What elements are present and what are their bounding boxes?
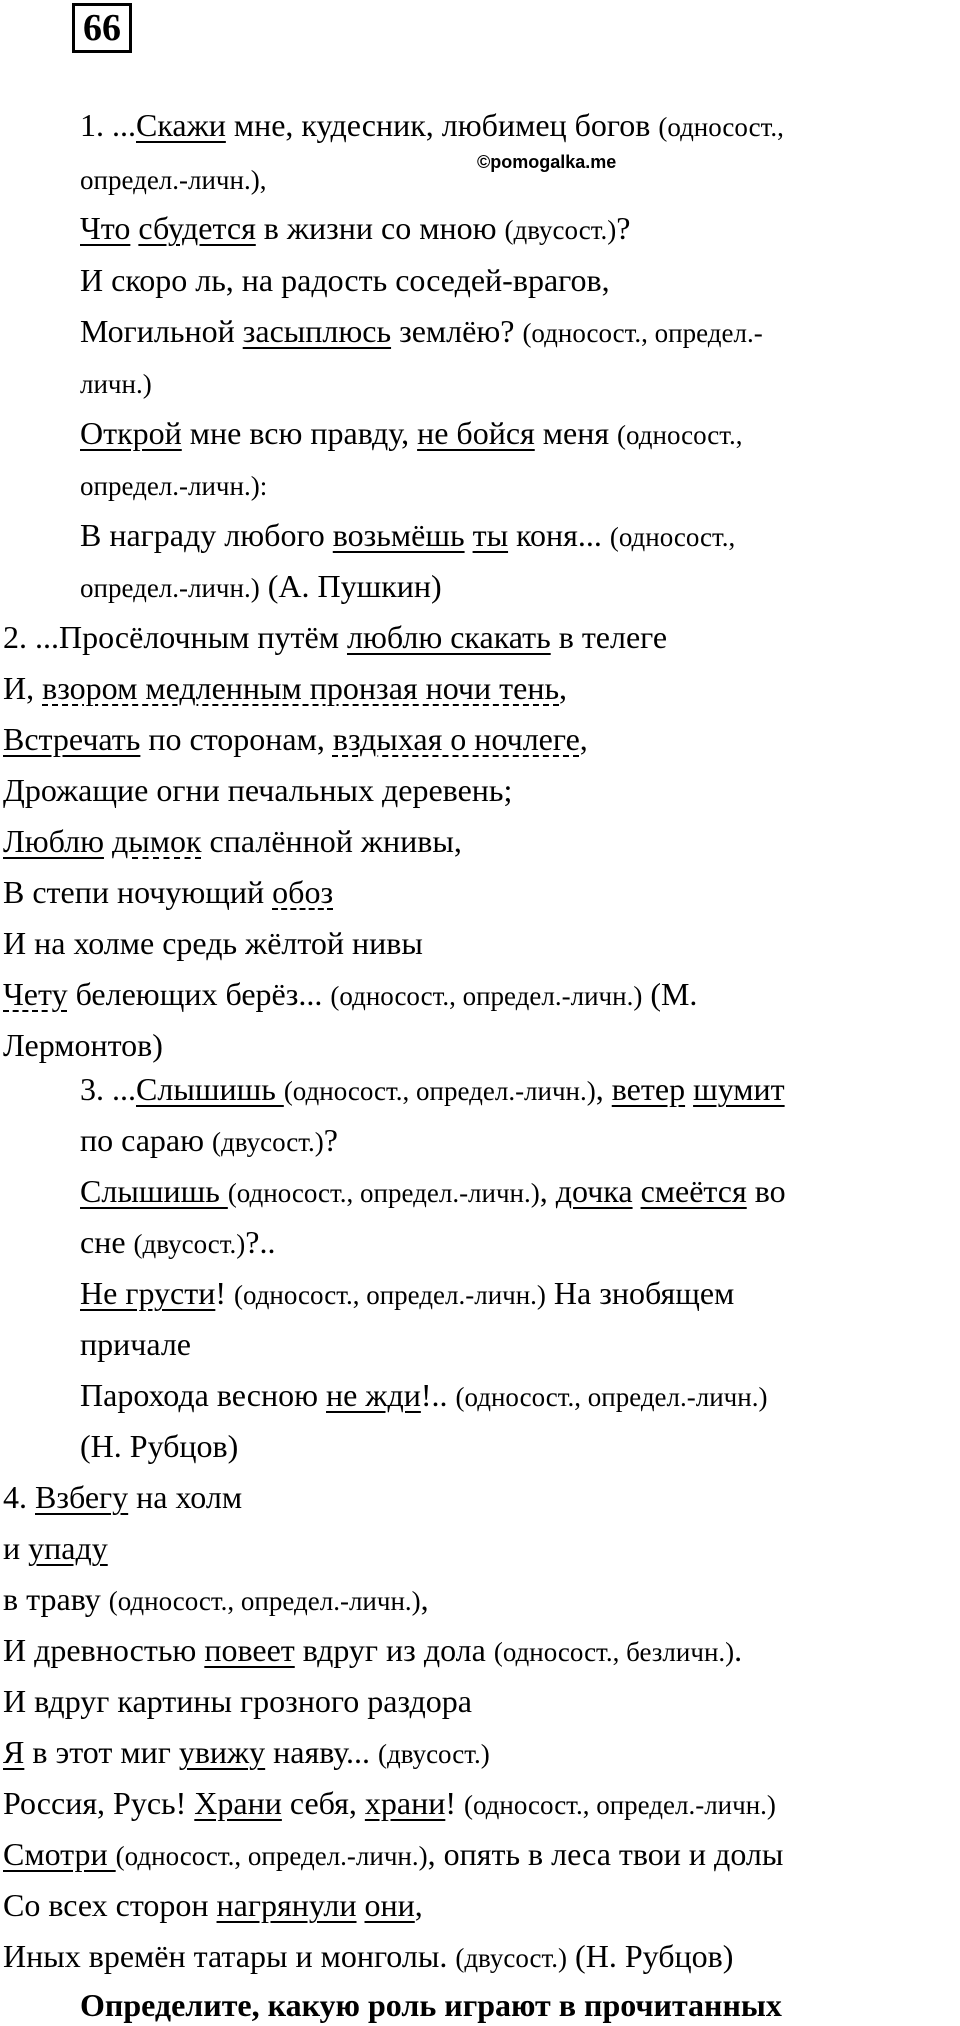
text-fragment: по сторонам, [140, 721, 333, 757]
watermark: ©pomogalka.me [477, 152, 617, 172]
text-line [3, 1025, 163, 1065]
text-fragment: !.. [420, 1377, 456, 1413]
underlined-word: Люблю [3, 823, 104, 859]
text-fragment: во [746, 1173, 786, 1209]
text-fragment: мне всю правду, [181, 415, 418, 451]
text-line [3, 1834, 783, 1876]
text-fragment: ! [445, 1785, 464, 1821]
exercise-number: 66 [72, 3, 132, 53]
text-fragment: сне [80, 1224, 134, 1260]
text-fragment: в траву [3, 1581, 109, 1617]
annotation: (односост., определ.- [522, 318, 763, 348]
text-fragment [465, 517, 473, 553]
text-line [80, 515, 735, 557]
text-line [80, 1426, 238, 1466]
underlined-word: Слышишь [80, 1173, 228, 1209]
text-fragment: наяву... [265, 1734, 379, 1770]
annotation: (односост., определ.-личн.) [233, 1280, 546, 1310]
text-fragment: , опять в леса твои и долы [427, 1836, 784, 1872]
text-line [3, 1630, 742, 1672]
annotation: определ.-личн.), [80, 165, 267, 195]
text-fragment: , [539, 1173, 556, 1209]
underlined-word: люблю скакать [346, 619, 551, 655]
text-fragment: Определите, какую роль играют в прочитанных [80, 1987, 782, 2023]
text-fragment: себя, [281, 1785, 365, 1821]
text-line [3, 719, 588, 759]
text-line [80, 260, 610, 300]
text-line [3, 1579, 429, 1621]
text-line [80, 208, 630, 250]
underlined-word: Встречать [3, 721, 141, 757]
underlined-word: они [364, 1887, 415, 1923]
underlined-word: повеет [204, 1632, 295, 1668]
text-fragment: . [734, 1632, 743, 1668]
dashed-underlined-word: Чету [3, 976, 68, 1012]
text-line [3, 1936, 733, 1978]
text-fragment: спалённой жнивы, [201, 823, 462, 859]
annotation: (односост., безличн.) [493, 1637, 735, 1667]
text-fragment: , [579, 721, 588, 757]
underlined-word: шумит [693, 1071, 785, 1107]
text-fragment: на холм [128, 1479, 243, 1515]
underlined-word: Открой [80, 415, 182, 451]
text-fragment: причале [80, 1326, 191, 1362]
annotation: (односост., определ.-личн.) [115, 1841, 428, 1871]
text-line [80, 1324, 191, 1364]
underlined-word: Смотри [3, 1836, 116, 1872]
dashed-underlined-word: взором медленным пронзая ночи тень [42, 670, 560, 706]
text-fragment: И на холме средь жёлтой нивы [3, 925, 423, 961]
text-line [3, 668, 567, 708]
text-fragment: (А. Пушкин) [259, 568, 442, 604]
underlined-word: не бойся [417, 415, 535, 451]
text-line [3, 617, 667, 657]
text-fragment [104, 823, 112, 859]
text-fragment: Лермонтов) [3, 1027, 163, 1063]
text-fragment: и [3, 1530, 29, 1566]
text-fragment: (Н. Рубцов) [80, 1428, 239, 1464]
text-fragment: белеющих берёз... [67, 976, 331, 1012]
text-fragment: И скоро ль, на радость соседей-врагов, [80, 262, 610, 298]
text-fragment: ? [616, 210, 631, 246]
text-line [3, 1528, 108, 1568]
text-line [3, 1681, 472, 1721]
text-fragment [685, 1071, 693, 1107]
underlined-word: смеётся [640, 1173, 747, 1209]
text-line [80, 566, 442, 608]
underlined-word: сбудется [138, 210, 256, 246]
underlined-word: Не грусти [80, 1275, 216, 1311]
annotation: (двусост.) [504, 215, 617, 245]
text-fragment: И, [3, 670, 43, 706]
dashed-underlined-word: дымок [111, 823, 202, 859]
underlined-word: возьмёшь [332, 517, 465, 553]
text-fragment: ?.. [245, 1224, 276, 1260]
text-line [80, 311, 763, 353]
annotation: (односост., определ.-личн.) [283, 1076, 596, 1106]
text-fragment: , [595, 1071, 612, 1107]
underlined-word: Слышишь [136, 1071, 284, 1107]
text-line [80, 1222, 275, 1264]
text-fragment: Россия, Русь! [3, 1785, 195, 1821]
text-line [3, 1477, 242, 1517]
underlined-word: дочка [555, 1173, 633, 1209]
text-line [80, 1273, 734, 1315]
text-line [80, 1985, 782, 2025]
text-line [80, 105, 784, 147]
underlined-word: Я [3, 1734, 25, 1770]
text-line [3, 770, 512, 810]
underlined-word: Взбегу [35, 1479, 129, 1515]
annotation: (односост., определ.-личн.) [455, 1382, 768, 1412]
annotation: (двусост.) [455, 1943, 568, 1973]
underlined-word: Храни [194, 1785, 282, 1821]
annotation: (односост., определ.-личн.) [108, 1586, 421, 1616]
text-line [80, 1069, 785, 1111]
annotation: (односост., [609, 522, 736, 552]
text-fragment: И вдруг картины грозного раздора [3, 1683, 472, 1719]
text-line [3, 1732, 490, 1774]
text-fragment: 3. ... [80, 1071, 136, 1107]
text-fragment: (Н. Рубцов) [567, 1938, 734, 1974]
underlined-word: Скажи [136, 107, 226, 143]
annotation: (двусост.) [378, 1739, 490, 1769]
underlined-word: не жди [326, 1377, 421, 1413]
dashed-underlined-word: вздыхая о ночлеге [332, 721, 580, 757]
text-fragment: 1. ... [80, 107, 136, 143]
text-fragment: Парохода весною [80, 1377, 327, 1413]
annotation: (односост., [658, 112, 784, 142]
text-fragment: 2. ...Просёлочным путём [3, 619, 347, 655]
text-fragment: Дрожащие огни печальных деревень; [3, 772, 513, 808]
dashed-underlined-word: обоз [272, 874, 334, 910]
text-fragment: ! [215, 1275, 234, 1311]
text-fragment: ? [323, 1122, 338, 1158]
text-line [3, 821, 462, 861]
annotation: (односост., [617, 420, 743, 450]
text-fragment: меня [534, 415, 618, 451]
text-fragment: коня... [508, 517, 610, 553]
text-fragment: по сараю [80, 1122, 213, 1158]
text-fragment: , [420, 1581, 429, 1617]
text-fragment: В степи ночующий [3, 874, 273, 910]
text-fragment: 4. [3, 1479, 35, 1515]
text-fragment: , [414, 1887, 423, 1923]
text-line [3, 974, 697, 1016]
text-fragment: Со всех сторон [3, 1887, 217, 1923]
annotation: (односост., определ.-личн.) [330, 981, 643, 1011]
annotation: определ.-личн.): [80, 471, 268, 501]
text-line [80, 1171, 786, 1213]
text-fragment: (М. [642, 976, 698, 1012]
text-fragment: Могильной [80, 313, 243, 349]
underlined-word: ветер [611, 1071, 686, 1107]
text-fragment: Иных времён татары и монголы. [3, 1938, 456, 1974]
text-line [80, 1120, 338, 1162]
underlined-word: Что [80, 210, 131, 246]
text-line [80, 1375, 767, 1417]
annotation: (односост., определ.-личн.) [227, 1178, 540, 1208]
text-fragment: В награду любого [80, 517, 333, 553]
text-fragment: И древностью [3, 1632, 205, 1668]
annotation: (двусост.) [212, 1127, 324, 1157]
text-line [3, 1885, 423, 1925]
text-line [3, 1783, 776, 1825]
text-fragment: На знобящем [545, 1275, 735, 1311]
annotation: определ.-личн.) [80, 573, 260, 603]
text-fragment: в телеге [550, 619, 668, 655]
underlined-word: увижу [178, 1734, 266, 1770]
text-fragment: вдруг из дола [294, 1632, 494, 1668]
underlined-word: нагрянули [216, 1887, 357, 1923]
text-line [80, 362, 152, 404]
text-fragment: в жизни со мною [255, 210, 505, 246]
text-fragment: , [559, 670, 568, 706]
annotation: личн.) [80, 369, 152, 399]
underlined-word: ты [472, 517, 509, 553]
text-fragment: в этот миг [24, 1734, 179, 1770]
underlined-word: храни [364, 1785, 446, 1821]
annotation: (двусост.) [133, 1229, 246, 1259]
underlined-word: засыплюсь [242, 313, 392, 349]
text-fragment: мне, кудесник, любимец богов [225, 107, 659, 143]
text-line [80, 464, 267, 506]
text-fragment [633, 1173, 641, 1209]
text-line [80, 413, 743, 455]
underlined-word: упаду [28, 1530, 108, 1566]
text-fragment [357, 1887, 365, 1923]
text-line [3, 872, 333, 912]
text-line [80, 158, 266, 200]
annotation: (односост., определ.-личн.) [463, 1790, 776, 1820]
text-fragment: землёю? [391, 313, 523, 349]
text-line [3, 923, 423, 963]
